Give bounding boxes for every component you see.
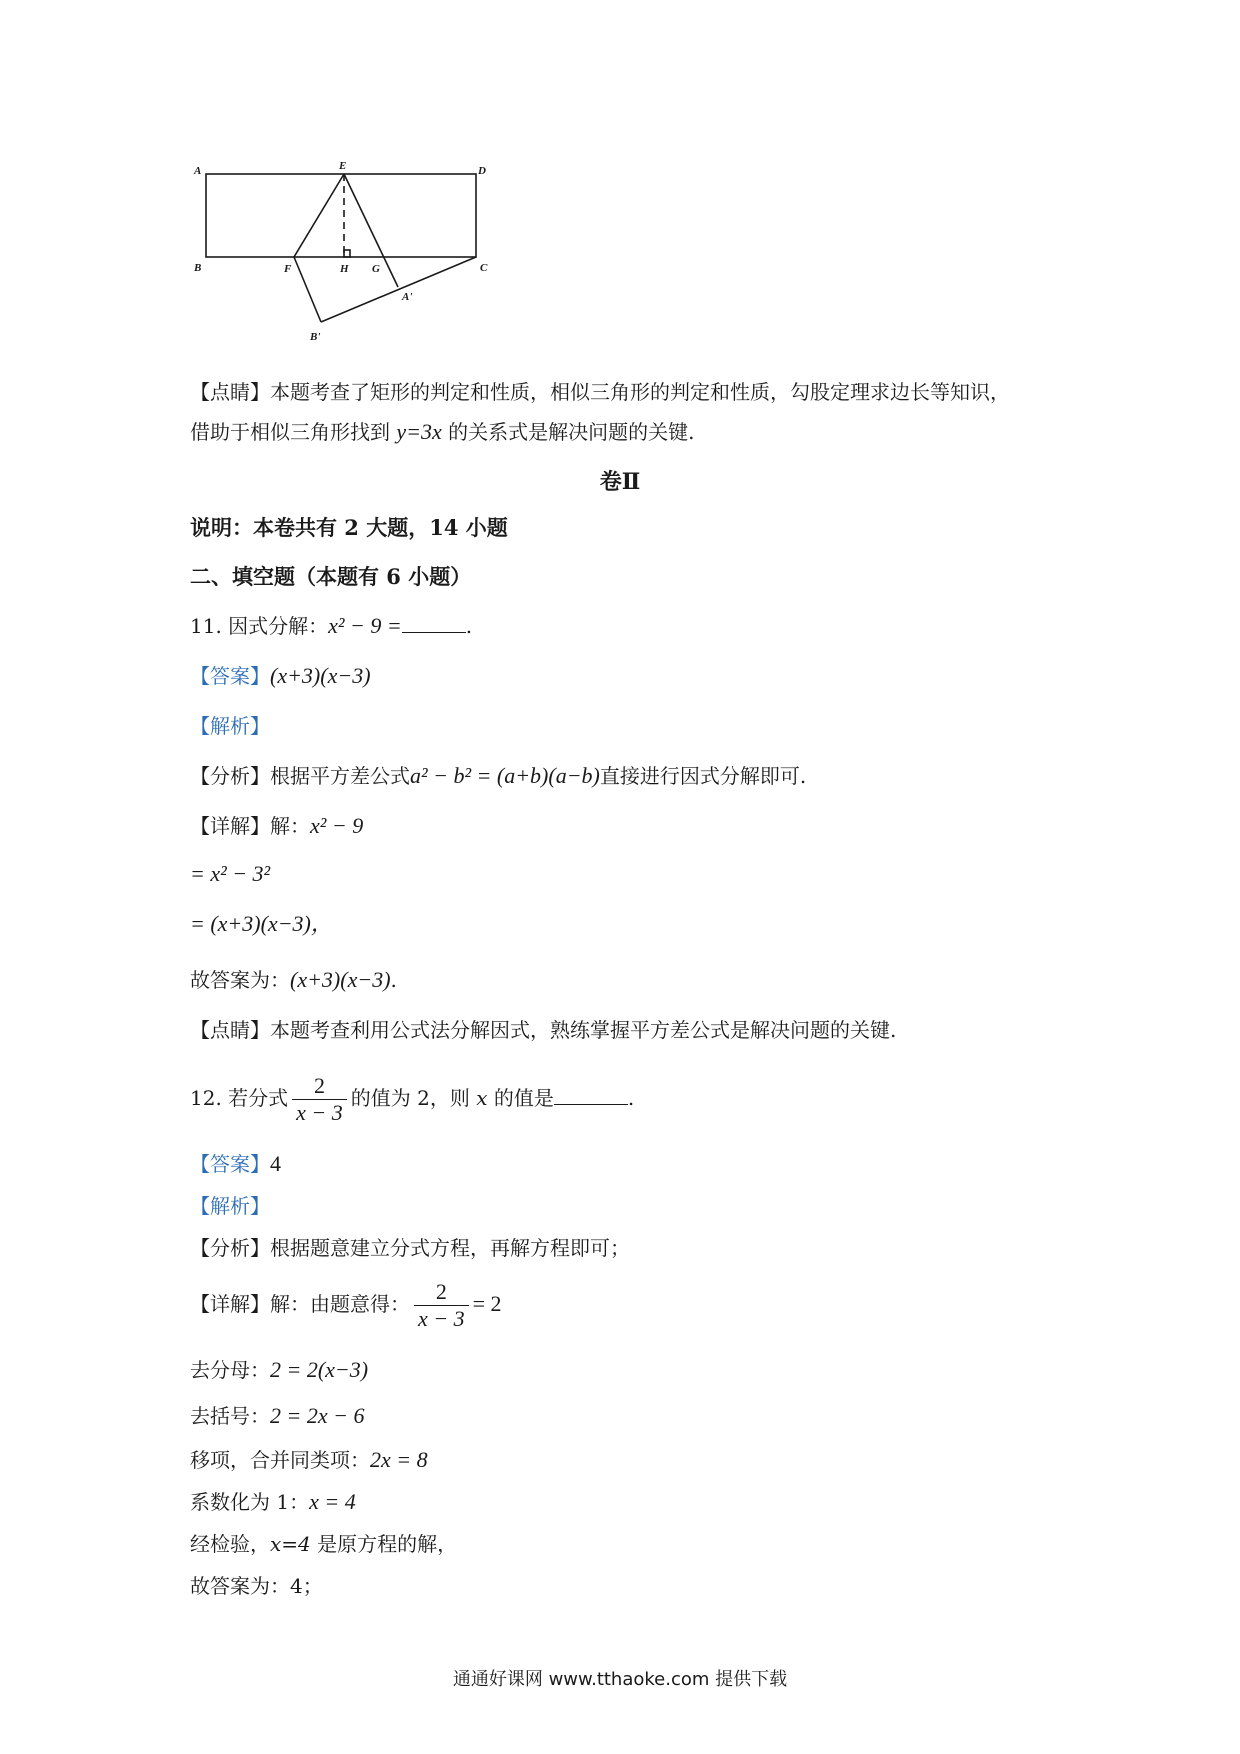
- q12-answer: 4: [270, 1151, 281, 1176]
- q12-answer-tag: 【答案】: [190, 1152, 270, 1176]
- q12-fraction: [292, 1073, 347, 1126]
- q12-final-line: 故答案为：4；: [190, 1574, 323, 1598]
- label-b: B: [194, 262, 202, 274]
- q12-step-combine: [190, 1446, 428, 1474]
- question-11-stem: [190, 612, 472, 640]
- q12-fenxi-tag: 【分析】: [190, 1236, 270, 1260]
- segment-fb-prime: [294, 257, 321, 322]
- remark-equation: y=3x: [396, 419, 442, 444]
- label-h: H: [340, 263, 349, 275]
- q12-check-line: [190, 1530, 457, 1558]
- q12-step-coef-eq: x = 4: [309, 1489, 356, 1514]
- q12-stem-suffix: 的值是: [487, 1086, 554, 1110]
- volume-title: 卷Ⅱ: [599, 469, 641, 495]
- geometry-figure: [186, 152, 516, 362]
- q12-detail-tag: 【详解】: [190, 1292, 270, 1316]
- q12-fenxi-line: [190, 1234, 630, 1262]
- label-g: G: [372, 263, 380, 275]
- answer-tag: 【答案】: [190, 664, 270, 688]
- q12-stem-variable: x: [476, 1086, 488, 1110]
- q12-step-coef: [190, 1488, 356, 1516]
- q12-analysis-tag: [190, 1192, 270, 1220]
- q11-analysis-tag: [190, 712, 270, 740]
- q12-end: .: [627, 1086, 635, 1110]
- remark-tag: 【点睛】: [190, 380, 270, 404]
- q12-detail-prefix: 解：由题意得：: [270, 1292, 410, 1316]
- q12-detail-denominator: x − 3: [414, 1305, 469, 1332]
- remark-text-1: 本题考查了矩形的判定和性质，相似三角形的判定和性质，勾股定理求边长等知识，: [270, 380, 1010, 404]
- q12-check-prefix: 经检验，: [190, 1532, 270, 1556]
- q11-expression: x² − 9 =: [328, 613, 402, 638]
- q12-check-eq: x=4: [270, 1532, 311, 1556]
- q11-step-2: = x² − 3²: [190, 861, 271, 886]
- segment-ef: [294, 174, 344, 257]
- q12-answer-blank: [554, 1084, 628, 1105]
- analysis-tag: 【解析】: [190, 714, 270, 738]
- label-b-prime: B': [310, 331, 321, 343]
- q11-detail-prefix: 解：: [270, 814, 310, 838]
- q11-answer: (x+3)(x−3): [270, 663, 371, 688]
- q12-step-denominator-label: 去分母：: [190, 1358, 270, 1382]
- q12-stem-prefix: 12. 若分式: [190, 1086, 289, 1110]
- remark-text-2a: 借助于相似三角形找到: [190, 420, 397, 444]
- q12-answer-line: [190, 1150, 281, 1178]
- q12-step-denominator-eq: 2 = 2(x−3): [270, 1357, 369, 1382]
- right-angle-mark: [344, 250, 350, 257]
- q11-step-3: = (x+3)(x−3)，: [190, 911, 333, 936]
- q12-fraction-denominator: x − 3: [292, 1099, 347, 1126]
- q12-analysis-tag-text: 【解析】: [190, 1194, 270, 1218]
- q12-fenxi-text: 根据题意建立分式方程，再解方程即可；: [270, 1236, 630, 1260]
- q11-formula: a² − b² = (a+b)(a−b): [410, 763, 600, 788]
- segment-ea-prime: [344, 174, 398, 287]
- q11-fenxi-suffix: 直接进行因式分解即可.: [599, 764, 807, 788]
- q11-remark-text: 本题考查利用公式法分解因式，熟练掌握平方差公式是解决问题的关键.: [270, 1018, 897, 1042]
- q11-answer-line: [190, 662, 371, 690]
- q11-remark-tag: 【点睛】: [190, 1018, 270, 1042]
- question-12-stem: [190, 1070, 634, 1126]
- q11-remark-line: [190, 1016, 896, 1044]
- q12-detail-rhs: = 2: [472, 1291, 502, 1316]
- volume-note: 说明：本卷共有 2 大题，14 小题: [190, 515, 508, 540]
- q11-answer-blank: [402, 612, 466, 633]
- label-a: A: [194, 165, 202, 177]
- q12-step-bracket-label: 去括号：: [190, 1404, 270, 1428]
- q12-detail-line: [190, 1276, 502, 1332]
- q12-detail-fraction: [414, 1279, 469, 1332]
- page-footer: 通通好课网 www.tthaoke.com 提供下载: [452, 1669, 788, 1690]
- q12-step-denominator: [190, 1356, 368, 1384]
- label-f: F: [284, 263, 292, 275]
- q11-stem-text: 11. 因式分解：: [190, 614, 329, 638]
- q12-check-suffix: 是原方程的解，: [310, 1532, 458, 1556]
- label-c: C: [480, 262, 488, 274]
- q12-step-bracket: [190, 1402, 364, 1430]
- label-d: D: [478, 165, 486, 177]
- q12-step-combine-eq: 2x = 8: [370, 1447, 428, 1472]
- q11-final-prefix: 故答案为：: [190, 968, 290, 992]
- q12-step-bracket-eq: 2 = 2x − 6: [270, 1403, 365, 1428]
- q11-final-answer: (x+3)(x−3): [290, 967, 391, 992]
- rectangle-abcd: [206, 174, 476, 257]
- q11-final-end: .: [390, 968, 397, 992]
- fenxi-tag: 【分析】: [190, 764, 270, 788]
- detail-tag: 【详解】: [190, 814, 270, 838]
- section-title: 二、填空题（本题有 6 小题）: [190, 564, 472, 589]
- remark-line-2: [190, 418, 694, 446]
- q12-step-coef-label: 系数化为 1：: [190, 1490, 310, 1514]
- remark-line-1: [190, 378, 1010, 406]
- q11-detail-line: [190, 812, 363, 840]
- label-e: E: [339, 160, 347, 172]
- q11-fenxi-prefix: 根据平方差公式: [270, 764, 410, 788]
- q11-fenxi-line: [190, 762, 806, 790]
- remark-text-2b: 的关系式是解决问题的关键.: [441, 420, 695, 444]
- q11-step-1: x² − 9: [310, 813, 364, 838]
- q12-fraction-numerator: 2: [313, 1073, 325, 1098]
- q12-step-combine-label: 移项，合并同类项：: [190, 1448, 370, 1472]
- q11-final-line: [190, 966, 397, 994]
- q11-end: .: [465, 614, 473, 638]
- label-a-prime: A': [402, 291, 413, 303]
- q12-detail-numerator: 2: [435, 1279, 447, 1304]
- q12-stem-mid: 的值为 2，则: [350, 1086, 477, 1110]
